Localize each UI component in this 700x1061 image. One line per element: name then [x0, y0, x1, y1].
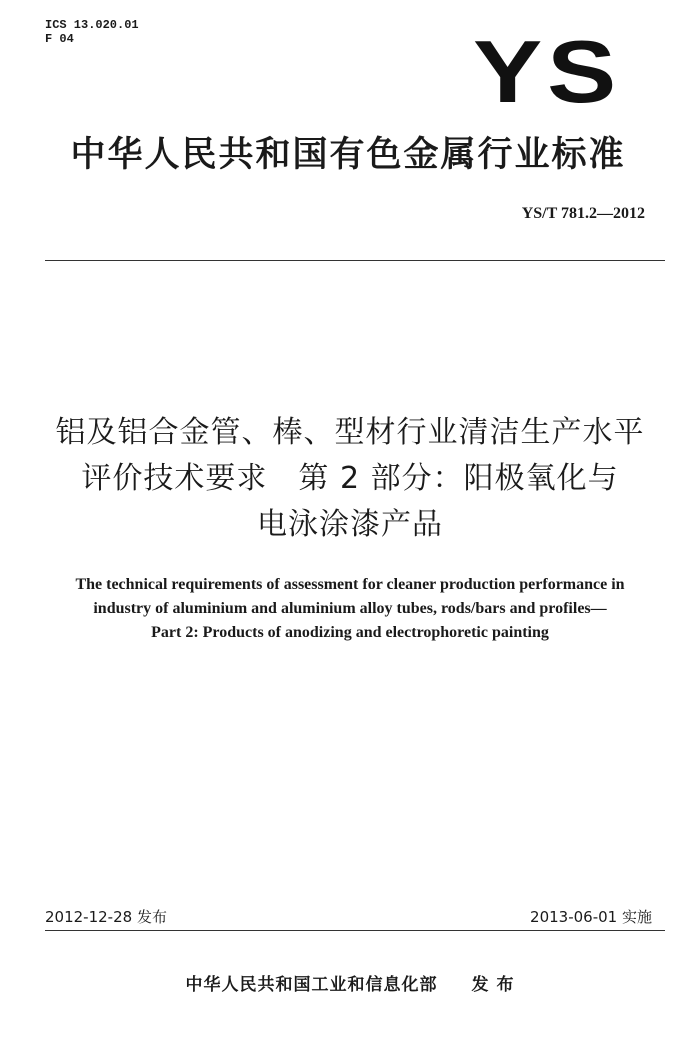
issue-date: 2012-12-28 发布: [45, 908, 167, 926]
english-title: [25, 573, 675, 645]
ics-code: ICS 13.020.01: [45, 18, 139, 32]
classification-codes: [45, 18, 139, 46]
issuer-name: 中华人民共和国工业和信息化部: [185, 975, 438, 995]
chinese-title-line-1: 铝及铝合金管、棒、型材行业清洁生产水平: [55, 415, 645, 450]
standard-number: YS/T 781.2—2012: [521, 205, 645, 222]
english-title-line-1: The technical requirements of assessment for cleaner production performance in: [75, 576, 625, 593]
english-title-line-3: Part 2: Products of anodizing and electrophoretic painting: [151, 624, 549, 641]
implementation-date: 2013-06-01 实施: [530, 908, 652, 926]
chinese-title-line-3: 电泳涂漆产品: [257, 507, 443, 542]
chinese-title: [25, 410, 675, 548]
chinese-title-line-2: 评价技术要求 第 2 部分：阳极氧化与: [81, 461, 619, 496]
footer-divider: [45, 930, 665, 931]
header-divider: [45, 260, 665, 261]
issuing-authority: [0, 970, 700, 995]
issuer-action: 发 布: [471, 975, 515, 995]
ys-logo: YS: [473, 22, 621, 121]
ccs-code: F 04: [45, 32, 74, 46]
english-title-line-2: industry of aluminium and aluminium alloy tubes, rods/bars and profiles—: [93, 600, 607, 617]
standard-title: 中华人民共和国有色金属行业标准: [70, 135, 626, 175]
